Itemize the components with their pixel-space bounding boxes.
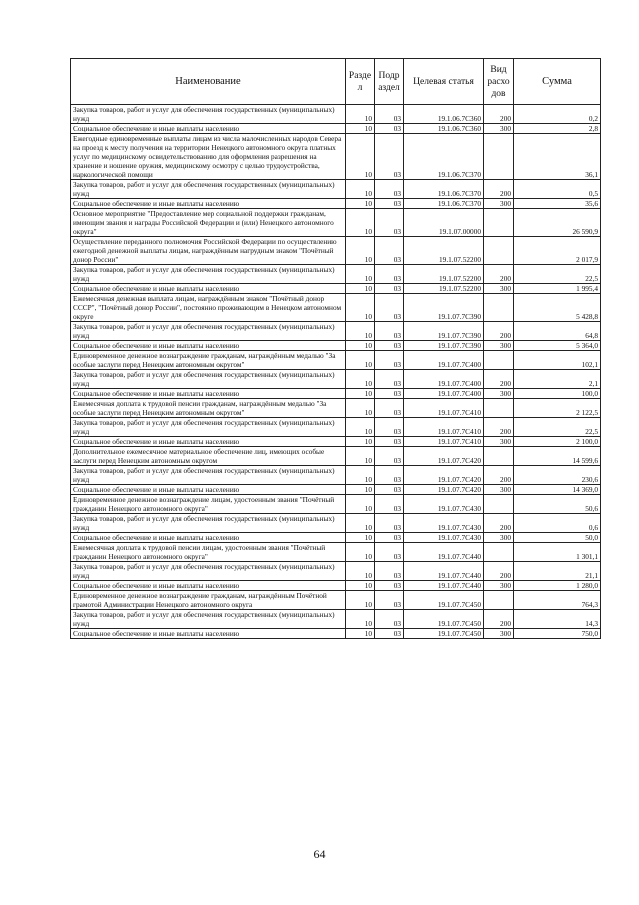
cell-expense-type: 300: [484, 437, 514, 447]
cell-podrazdel: 03: [375, 514, 404, 533]
cell-expense-type: 300: [484, 389, 514, 399]
cell-podrazdel: 03: [375, 485, 404, 495]
cell-sum: 1 280,0: [514, 581, 601, 591]
cell-name: Закупка товаров, работ и услуг для обеспечения государственных (муниципальных) нужд: [71, 418, 346, 437]
cell-podrazdel: 03: [375, 495, 404, 514]
table-body: [71, 105, 601, 639]
cell-podrazdel: 03: [375, 237, 404, 265]
cell-sum: 36,1: [514, 134, 601, 180]
cell-name: Социальное обеспечение и иные выплаты населению: [71, 533, 346, 543]
cell-target-article: 19.1.07.7С400: [404, 389, 484, 399]
cell-podrazdel: 03: [375, 180, 404, 199]
table-row: [71, 495, 601, 514]
table-row: [71, 322, 601, 341]
cell-expense-type: 200: [484, 562, 514, 581]
cell-podrazdel: 03: [375, 351, 404, 370]
table-row: [71, 389, 601, 399]
table-row: [71, 485, 601, 495]
cell-expense-type: 300: [484, 124, 514, 134]
header-name: Наименование: [71, 59, 346, 105]
cell-podrazdel: 03: [375, 124, 404, 134]
cell-name: Закупка товаров, работ и услуг для обеспечения государственных (муниципальных) нужд: [71, 466, 346, 485]
cell-target-article: 19.1.07.7С390: [404, 294, 484, 322]
cell-razdel: 10: [346, 437, 375, 447]
cell-target-article: 19.1.07.7С440: [404, 581, 484, 591]
table-row: [71, 514, 601, 533]
cell-name: Закупка товаров, работ и услуг для обеспечения государственных (муниципальных) нужд: [71, 180, 346, 199]
cell-podrazdel: 03: [375, 284, 404, 294]
table-row: [71, 591, 601, 610]
cell-podrazdel: 03: [375, 533, 404, 543]
table-row: [71, 284, 601, 294]
cell-podrazdel: 03: [375, 265, 404, 284]
cell-name: Единовременное денежное вознаграждение гражданам, награждённым Почётной грамотой Администрации Ненецкого автономного округа: [71, 591, 346, 610]
cell-sum: 5 428,8: [514, 294, 601, 322]
cell-razdel: 10: [346, 284, 375, 294]
cell-razdel: 10: [346, 447, 375, 466]
cell-expense-type: 200: [484, 180, 514, 199]
cell-sum: 26 590,9: [514, 209, 601, 237]
table-row: [71, 581, 601, 591]
cell-expense-type: [484, 447, 514, 466]
cell-target-article: 19.1.07.7С430: [404, 495, 484, 514]
cell-target-article: 19.1.06.7С370: [404, 180, 484, 199]
table-row: [71, 124, 601, 134]
cell-expense-type: 300: [484, 341, 514, 351]
cell-sum: 14,3: [514, 610, 601, 629]
cell-sum: 50,6: [514, 495, 601, 514]
cell-podrazdel: 03: [375, 418, 404, 437]
cell-expense-type: 200: [484, 265, 514, 284]
cell-podrazdel: 03: [375, 341, 404, 351]
cell-sum: 1 301,1: [514, 543, 601, 562]
cell-podrazdel: 03: [375, 199, 404, 209]
cell-target-article: 19.1.07.7С410: [404, 399, 484, 418]
cell-razdel: 10: [346, 124, 375, 134]
page-number: 64: [313, 847, 326, 861]
cell-sum: 1 995,4: [514, 284, 601, 294]
table-row: [71, 437, 601, 447]
cell-sum: 14 599,6: [514, 447, 601, 466]
cell-target-article: 19.1.06.7С370: [404, 199, 484, 209]
cell-razdel: 10: [346, 105, 375, 124]
cell-name: Социальное обеспечение и иные выплаты населению: [71, 341, 346, 351]
cell-sum: 22,5: [514, 418, 601, 437]
cell-podrazdel: 03: [375, 105, 404, 124]
cell-razdel: 10: [346, 351, 375, 370]
cell-expense-type: [484, 351, 514, 370]
table-row: [71, 466, 601, 485]
cell-razdel: 10: [346, 265, 375, 284]
cell-target-article: 19.1.07.7С420: [404, 485, 484, 495]
table-header-row: [71, 59, 601, 105]
cell-razdel: 10: [346, 418, 375, 437]
cell-name: Социальное обеспечение и иные выплаты населению: [71, 284, 346, 294]
cell-expense-type: 200: [484, 322, 514, 341]
cell-podrazdel: 03: [375, 581, 404, 591]
cell-name: Социальное обеспечение и иные выплаты населению: [71, 629, 346, 639]
cell-expense-type: 300: [484, 284, 514, 294]
budget-table: [70, 58, 601, 639]
cell-target-article: 19.1.07.7С450: [404, 610, 484, 629]
cell-name: Социальное обеспечение и иные выплаты населению: [71, 437, 346, 447]
cell-name: Ежегодные единовременные выплаты лицам из числа малочисленных народов Севера на проезд к месту получения на территории Ненецкого автономного округа платных услуг по медицинскому освидетельствованию для оформления разрешения на хранение и ношение оружия, медицинскому осмотру с целью трудоустройства, наркологической помощи: [71, 134, 346, 180]
cell-sum: 100,0: [514, 389, 601, 399]
table-row: [71, 370, 601, 389]
cell-name: Закупка товаров, работ и услуг для обеспечения государственных (муниципальных) нужд: [71, 514, 346, 533]
cell-podrazdel: 03: [375, 370, 404, 389]
cell-podrazdel: 03: [375, 591, 404, 610]
cell-target-article: 19.1.07.7С400: [404, 351, 484, 370]
table-row: [71, 629, 601, 639]
cell-target-article: 19.1.07.7С410: [404, 437, 484, 447]
cell-expense-type: 300: [484, 485, 514, 495]
cell-podrazdel: 03: [375, 134, 404, 180]
cell-razdel: 10: [346, 389, 375, 399]
cell-sum: 2,1: [514, 370, 601, 389]
cell-name: Единовременное денежное вознаграждение гражданам, награждённым медалью "За особые заслуги перед Ненецким автономным округом": [71, 351, 346, 370]
table-row: [71, 209, 601, 237]
cell-podrazdel: 03: [375, 399, 404, 418]
cell-name: Социальное обеспечение и иные выплаты населению: [71, 199, 346, 209]
cell-target-article: 19.1.07.7С450: [404, 591, 484, 610]
cell-sum: 0,2: [514, 105, 601, 124]
cell-sum: 64,8: [514, 322, 601, 341]
cell-name: Осуществление переданного полномочия Российской Федерации по осуществлению ежегодной денежной выплаты лицам, награждённым нагрудным знаком "Почётный донор России": [71, 237, 346, 265]
cell-expense-type: 300: [484, 581, 514, 591]
cell-target-article: 19.1.06.7С360: [404, 105, 484, 124]
cell-name: Ежемесячная доплата к трудовой пенсии гражданам, награждённым медалью "За особые заслуги перед Ненецким автономным округом": [71, 399, 346, 418]
cell-name: Основное мероприятие "Предоставление мер социальной поддержки гражданам, имеющим звания и награды Российской Федерации и (или) Ненецкого автономного округа": [71, 209, 346, 237]
table-row: [71, 447, 601, 466]
cell-podrazdel: 03: [375, 466, 404, 485]
cell-podrazdel: 03: [375, 629, 404, 639]
table-row: [71, 237, 601, 265]
table-row: [71, 265, 601, 284]
cell-razdel: 10: [346, 237, 375, 265]
cell-razdel: 10: [346, 581, 375, 591]
cell-expense-type: [484, 294, 514, 322]
cell-target-article: 19.1.07.7С430: [404, 514, 484, 533]
cell-target-article: 19.1.07.7С390: [404, 322, 484, 341]
cell-podrazdel: 03: [375, 389, 404, 399]
cell-expense-type: [484, 237, 514, 265]
cell-sum: 0,5: [514, 180, 601, 199]
header-expense-type: Вид расхо дов: [484, 59, 514, 105]
cell-sum: 230,6: [514, 466, 601, 485]
cell-sum: 50,0: [514, 533, 601, 543]
cell-sum: 2,8: [514, 124, 601, 134]
cell-sum: 14 369,0: [514, 485, 601, 495]
cell-expense-type: 200: [484, 105, 514, 124]
cell-name: Социальное обеспечение и иные выплаты населению: [71, 389, 346, 399]
header-target-article: Целевая статья: [404, 59, 484, 105]
cell-razdel: 10: [346, 562, 375, 581]
table-row: [71, 180, 601, 199]
table-row: [71, 105, 601, 124]
cell-name: Закупка товаров, работ и услуг для обеспечения государственных (муниципальных) нужд: [71, 105, 346, 124]
cell-razdel: 10: [346, 610, 375, 629]
cell-target-article: 19.1.07.7С420: [404, 447, 484, 466]
cell-name: Социальное обеспечение и иные выплаты населению: [71, 485, 346, 495]
cell-razdel: 10: [346, 199, 375, 209]
cell-sum: 102,1: [514, 351, 601, 370]
cell-podrazdel: 03: [375, 543, 404, 562]
cell-expense-type: 200: [484, 466, 514, 485]
cell-razdel: 10: [346, 495, 375, 514]
cell-podrazdel: 03: [375, 447, 404, 466]
cell-expense-type: [484, 209, 514, 237]
cell-sum: 764,3: [514, 591, 601, 610]
header-sum: Сумма: [514, 59, 601, 105]
cell-razdel: 10: [346, 294, 375, 322]
cell-sum: 2 100,0: [514, 437, 601, 447]
cell-sum: 2 017,9: [514, 237, 601, 265]
cell-name: Социальное обеспечение и иные выплаты населению: [71, 581, 346, 591]
cell-sum: 22,5: [514, 265, 601, 284]
cell-razdel: 10: [346, 514, 375, 533]
cell-target-article: 19.1.07.7С450: [404, 629, 484, 639]
cell-name: Закупка товаров, работ и услуг для обеспечения государственных (муниципальных) нужд: [71, 370, 346, 389]
cell-name: Закупка товаров, работ и услуг для обеспечения государственных (муниципальных) нужд: [71, 562, 346, 581]
cell-expense-type: 300: [484, 199, 514, 209]
table-row: [71, 543, 601, 562]
cell-target-article: 19.1.07.7С400: [404, 370, 484, 389]
cell-target-article: 19.1.07.7С390: [404, 341, 484, 351]
header-podrazdel: Подр аздел: [375, 59, 404, 105]
cell-name: Закупка товаров, работ и услуг для обеспечения государственных (муниципальных) нужд: [71, 610, 346, 629]
cell-expense-type: 200: [484, 370, 514, 389]
table-row: [71, 294, 601, 322]
cell-target-article: 19.1.07.52200: [404, 265, 484, 284]
cell-target-article: 19.1.07.7С440: [404, 562, 484, 581]
cell-target-article: 19.1.07.52200: [404, 284, 484, 294]
cell-razdel: 10: [346, 485, 375, 495]
cell-razdel: 10: [346, 134, 375, 180]
cell-sum: 5 364,0: [514, 341, 601, 351]
cell-razdel: 10: [346, 322, 375, 341]
cell-podrazdel: 03: [375, 294, 404, 322]
cell-razdel: 10: [346, 591, 375, 610]
cell-name: Дополнительное ежемесячное материальное обеспечение лиц, имеющих особые заслуги перед Ненецким автономным округом: [71, 447, 346, 466]
cell-name: Закупка товаров, работ и услуг для обеспечения государственных (муниципальных) нужд: [71, 265, 346, 284]
cell-podrazdel: 03: [375, 322, 404, 341]
cell-target-article: 19.1.07.7С430: [404, 533, 484, 543]
cell-target-article: 19.1.07.52200: [404, 237, 484, 265]
cell-expense-type: 200: [484, 610, 514, 629]
table-row: [71, 533, 601, 543]
cell-razdel: 10: [346, 341, 375, 351]
table-row: [71, 351, 601, 370]
cell-name: Единовременное денежное вознаграждение лицам, удостоенным звания "Почётный гражданин Ненецкого автономного округа": [71, 495, 346, 514]
cell-target-article: 19.1.07.7С440: [404, 543, 484, 562]
cell-expense-type: 300: [484, 533, 514, 543]
cell-razdel: 10: [346, 209, 375, 237]
cell-sum: 35,6: [514, 199, 601, 209]
cell-razdel: 10: [346, 533, 375, 543]
table-row: [71, 610, 601, 629]
cell-expense-type: 200: [484, 514, 514, 533]
cell-sum: 2 122,5: [514, 399, 601, 418]
cell-podrazdel: 03: [375, 562, 404, 581]
cell-sum: 750,0: [514, 629, 601, 639]
table-row: [71, 418, 601, 437]
cell-razdel: 10: [346, 370, 375, 389]
cell-expense-type: [484, 591, 514, 610]
cell-expense-type: 200: [484, 418, 514, 437]
table-row: [71, 341, 601, 351]
cell-expense-type: [484, 543, 514, 562]
table-row: [71, 562, 601, 581]
cell-razdel: 10: [346, 543, 375, 562]
header-razdel: Разде л: [346, 59, 375, 105]
cell-razdel: 10: [346, 466, 375, 485]
cell-target-article: 19.1.07.7С420: [404, 466, 484, 485]
cell-podrazdel: 03: [375, 209, 404, 237]
cell-expense-type: 300: [484, 629, 514, 639]
cell-target-article: 19.1.06.7С370: [404, 134, 484, 180]
cell-expense-type: [484, 495, 514, 514]
cell-podrazdel: 03: [375, 437, 404, 447]
cell-podrazdel: 03: [375, 610, 404, 629]
cell-sum: 0,6: [514, 514, 601, 533]
cell-razdel: 10: [346, 629, 375, 639]
cell-sum: 21,1: [514, 562, 601, 581]
cell-name: Социальное обеспечение и иные выплаты населению: [71, 124, 346, 134]
cell-expense-type: [484, 134, 514, 180]
table-row: [71, 399, 601, 418]
cell-razdel: 10: [346, 180, 375, 199]
cell-expense-type: [484, 399, 514, 418]
table-row: [71, 134, 601, 180]
cell-name: Закупка товаров, работ и услуг для обеспечения государственных (муниципальных) нужд: [71, 322, 346, 341]
cell-target-article: 19.1.06.7С360: [404, 124, 484, 134]
cell-target-article: 19.1.07.00000: [404, 209, 484, 237]
table-row: [71, 199, 601, 209]
cell-name: Ежемесячная денежная выплата лицам, награждённым знаком "Почётный донор СССР", "Почётный донор России", постоянно проживающим в Ненецком автономном округе: [71, 294, 346, 322]
cell-target-article: 19.1.07.7С410: [404, 418, 484, 437]
cell-name: Ежемесячная доплата к трудовой пенсии лицам, удостоенным звания "Почётный гражданин Ненецкого автономного округа": [71, 543, 346, 562]
cell-razdel: 10: [346, 399, 375, 418]
